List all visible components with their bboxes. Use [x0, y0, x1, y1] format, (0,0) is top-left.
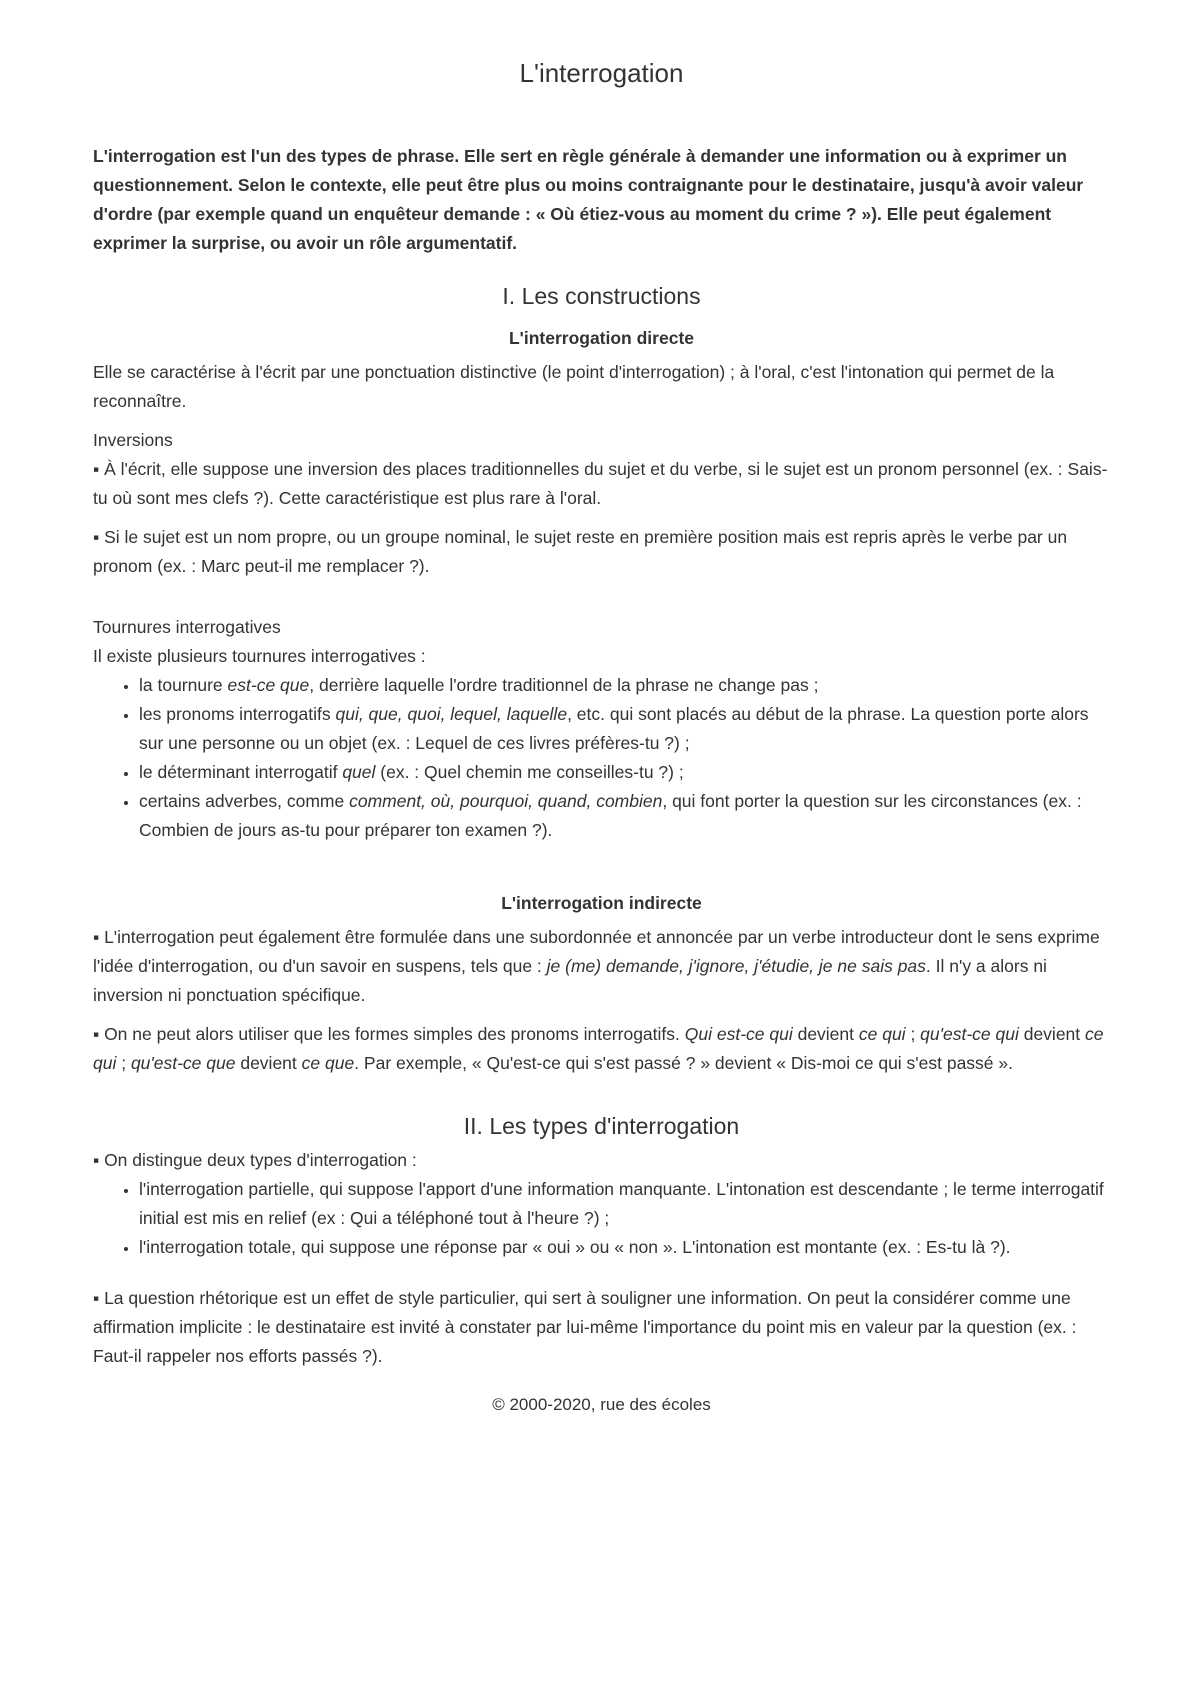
paragraph-question-rhetorique: ▪ La question rhétorique est un effet de style particulier, qui sert à souligner une information. On peut la considérer comme une affirmation implicite : le destinataire est invité à constater par lui-même l'importance du point mis en valeur par la question (ex. : Faut-il rappeler nos efforts passés ?). [93, 1288, 1077, 1366]
paragraph-directe: Elle se caractérise à l'écrit par une ponctuation distinctive (le point d'interrogation) ; à l'oral, c'est l'intonation qui permet de la reconnaître. [93, 362, 1055, 411]
paragraph-types-intro: ▪ On distingue deux types d'interrogation : [93, 1150, 417, 1170]
subheading-interrogation-directe: L'interrogation directe [508, 328, 694, 348]
list-item: • les pronoms interrogatifs qui, que, quoi, lequel, laquelle, etc. qui sont placés au début de la phrase. La question porte alors sur une personne ou un objet (ex. : Lequel de ces livres préfères-tu ?) ; [139, 700, 1110, 758]
paragraph-tournures-intro: Il existe plusieurs tournures interrogatives : [93, 646, 426, 666]
intro-paragraph: L'interrogation est l'un des types de phrase. Elle sert en règle générale à demander une information ou à exprimer un questionnement. Selon le contexte, elle peut être plus ou moins contraignante pour le destinataire, jusqu'à avoir valeur d'ordre (par exemple quand un enquêteur demande : « Où étiez-vous au moment du crime ? »). Elle peut également exprimer la surprise, ou avoir un rôle argumentatif. [93, 146, 1084, 253]
paragraph-indirecte-1: ▪ L'interrogation peut également être formulée dans une subordonnée et annoncée par un verbe introducteur dont le sens exprime l'idée d'interrogation, ou d'un savoir en suspens, tels que : je (me) demande, j'ignore, j'étudie, je ne sais pas. Il n'y a alors ni inversion ni ponctuation spécifique. [93, 927, 1100, 1005]
page-title: L'interrogation [519, 58, 684, 88]
paragraph-inversion-2: ▪ Si le sujet est un nom propre, ou un groupe nominal, le sujet reste en première position mais est repris après le verbe par un pronom (ex. : Marc peut-il me remplacer ?). [93, 527, 1068, 576]
spacer [93, 1262, 1110, 1284]
list-item: • certains adverbes, comme comment, où, pourquoi, quand, combien, qui font porter la question sur les circonstances (ex. : Combien de jours as-tu pour préparer ton examen ?). [139, 787, 1110, 845]
spacer [93, 1088, 1110, 1110]
list-item: • la tournure est-ce que, derrière laquelle l'ordre traditionnel de la phrase ne change pas ; [139, 671, 1110, 700]
list-tournures [93, 671, 1110, 845]
paragraph-indirecte-2: ▪ On ne peut alors utiliser que les formes simples des pronoms interrogatifs. Qui est-ce qui devient ce qui ; qu'est-ce qui devient ce qui ; qu'est-ce que devient ce que. Par exemple, « Qu'est-ce qui s'est passé ? » devient « Dis-moi ce qui s'est passé ». [93, 1024, 1104, 1073]
spacer [93, 591, 1110, 613]
list-item: • l'interrogation totale, qui suppose une réponse par « oui » ou « non ». L'intonation est montante (ex. : Es-tu là ?). [139, 1233, 1110, 1262]
footer-copyright: © 2000-2020, rue des écoles [492, 1395, 711, 1414]
list-item: • l'interrogation partielle, qui suppose l'apport d'une information manquante. L'intonation est descendante ; le terme interrogatif initial est mis en relief (ex : Qui a téléphoné tout à l'heure ?) ; [139, 1175, 1110, 1233]
list-types [93, 1175, 1110, 1262]
list-item: • le déterminant interrogatif quel (ex. : Quel chemin me conseilles-tu ?) ; [139, 758, 1110, 787]
spacer [93, 845, 1110, 883]
section-heading-types: II. Les types d'interrogation [463, 1113, 740, 1139]
label-inversions: Inversions [93, 430, 173, 450]
label-tournures: Tournures interrogatives [93, 617, 281, 637]
paragraph-inversion-1: ▪ À l'écrit, elle suppose une inversion des places traditionnelles du sujet et du verbe, si le sujet est un pronom personnel (ex. : Sais-tu où sont mes clefs ?). Cette caractéristique est plus rare à l'oral. [93, 459, 1108, 508]
subheading-interrogation-indirecte: L'interrogation indirecte [501, 893, 702, 913]
section-heading-constructions: I. Les constructions [502, 283, 701, 309]
